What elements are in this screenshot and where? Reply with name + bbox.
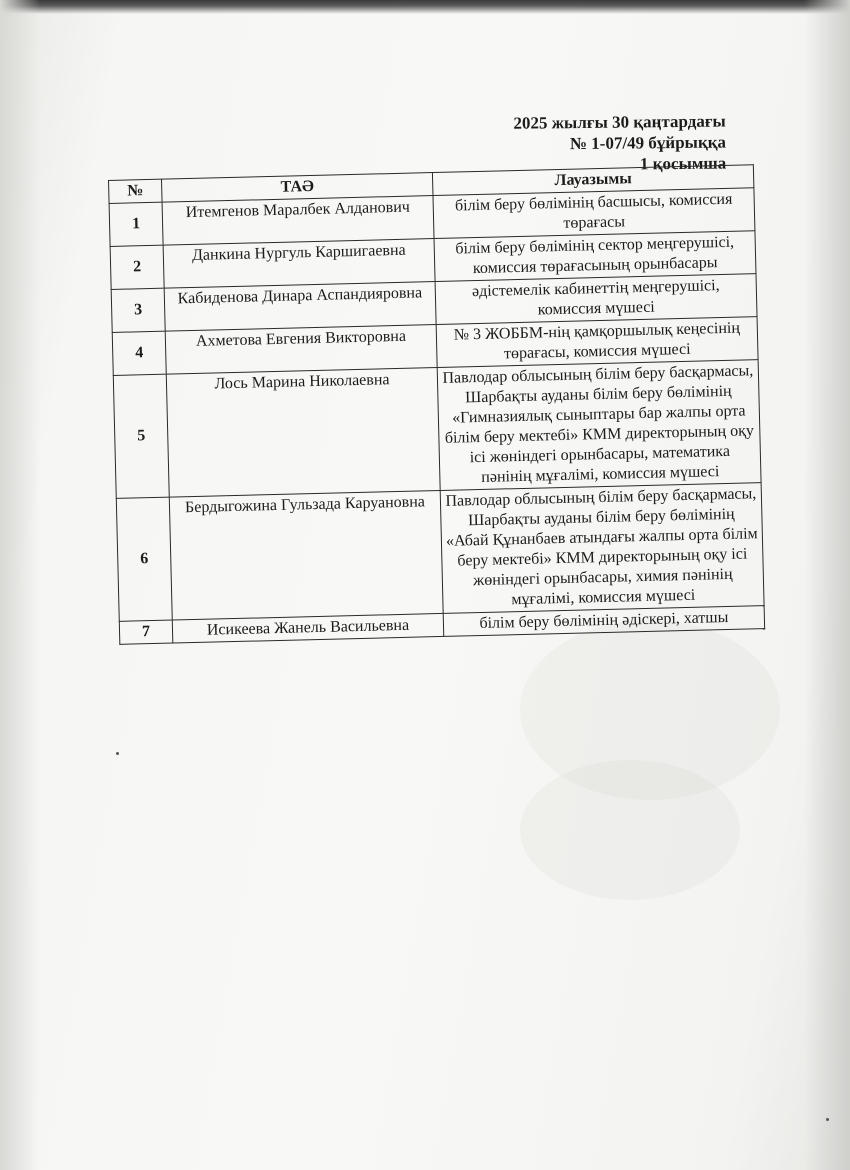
row-position: Павлодар облысының білім беру басқармасы, Шарбақты ауданы білім беру бөлімінің «Абай Құнанбаев атындағы жалпы орта білім беру мектебі» КММ директорының оқу ісі жөніндегі орынбасары, химия пәнінің мұғалімі, комиссия мүшесі [440,483,764,614]
row-name: Исикеева Жанель Васильевна [172,613,443,643]
row-number: 5 [113,374,169,498]
row-position: № 3 ЖОББМ-нің қамқоршылық кеңесінің төрағасы, комиссия мүшесі [436,317,758,368]
header-appendix-line: 1 қосымша [639,153,727,174]
row-position: білім беру бөлімінің басшысы, комиссия төрағасы [433,188,755,239]
commission-table-wrapper [108,164,765,645]
bleed-through-stain [520,760,740,900]
scan-edge-left [0,0,40,1170]
row-name: Кабиденова Динара Аспандияровна [164,282,436,332]
scan-speck [116,752,119,755]
row-name: Бердыгожина Гульзада Каруановна [169,490,443,620]
column-header-name: ТАӘ [161,173,432,203]
row-name: Лось Марина Николаевна [166,368,440,498]
row-number: 2 [110,245,164,289]
column-header-number: № [109,179,163,203]
row-number: 4 [112,331,166,375]
table-row [113,360,761,499]
commission-table [108,164,765,645]
scan-speck [826,1118,829,1121]
row-name: Итемгенов Маралбек Алданович [162,196,434,246]
header-order-line: № 1-07/49 бұйрыққа [569,132,727,154]
row-name: Данкина Нургуль Каршигаевна [163,239,435,289]
row-name: Ахметова Евгения Викторовна [165,325,437,375]
column-header-position: Лауазымы [432,165,753,196]
row-position: білім беру бөлімінің сектор меңгерушісі, комиссия төрағасының орынбасары [434,231,756,282]
row-number: 3 [111,288,165,332]
row-number: 7 [119,620,173,644]
row-number: 6 [116,497,172,621]
scan-edge-right [804,0,850,1170]
row-position: әдістемелік кабинеттің меңгерушісі, комиссия мүшесі [435,274,757,325]
scan-edge-top [0,0,850,14]
row-position: білім беру бөлімінің әдіскері, хатшы [443,606,764,637]
row-position: Павлодар облысының білім беру басқармасы, Шарбақты ауданы білім беру бөлімінің «Гимназиялық сыныптары бар жалпы орта білім беру мектебі» КММ директорының оқу ісі жөніндегі орынбасары, математика пәнінің мұғалімі, комиссия мүшесі [437,360,761,491]
table-row [116,483,764,622]
row-number: 1 [109,202,163,246]
header-date-line: 2025 жылғы 30 қаңтардағы [513,111,726,133]
